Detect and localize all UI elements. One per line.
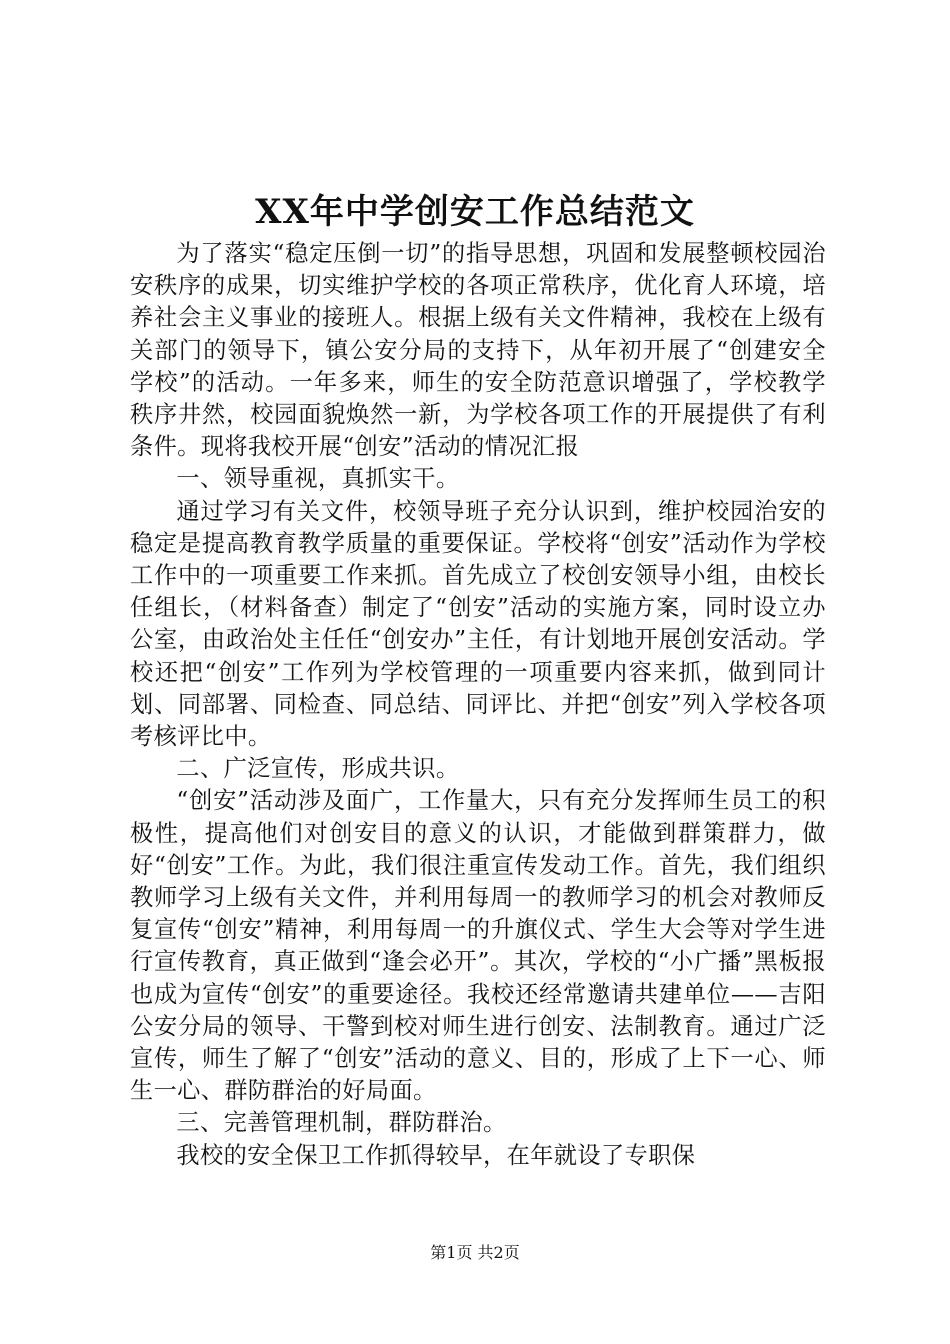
paragraph-section-3: 我校的安全保卫工作抓得较早，在年就设了专职保	[176, 1141, 696, 1169]
document-title: XX年中学创安工作总结范文	[255, 192, 695, 232]
page-footer: 第1页 共2页	[430, 1243, 520, 1262]
paragraph-section-2: “创安”活动涉及面广，工作量大，只有充分发挥师生员工的积极性，提高他们对创安目的意义的认识，才能做到群策群力，做好“创安”工作。为此，我们很注重宣传发动工作。首先，我们组织教师学习上级有关文件，并利用每周一的教师学习的机会对教师反复宣传“创安”精神，利用每周一的升旗仪式、学生大会等对学生进行宣传教育，真正做到“逢会必开”。其次，学校的“小广播”黑板报也成为宣传“创安”的重要途径。我校还经常邀请共建单位——吉阳公安分局的领导、干警到校对师生进行创安、法制教育。通过广泛宣传，师生了解了“创安”活动的意义、目的，形成了上下一心、师生一心、群防群治的好局面。	[130, 787, 826, 1105]
document-body	[130, 238, 826, 1172]
section-heading-1: 一、领导重视，真抓实干。	[176, 465, 460, 493]
section-heading-3: 三、完善管理机制，群防群治。	[176, 1109, 507, 1137]
paragraph-intro: 为了落实“稳定压倒一切”的指导思想，巩固和发展整顿校园治安秩序的成果，切实维护学校的各项正常秩序，优化育人环境，培养社会主义事业的接班人。根据上级有关文件精神，我校在上级有关部门的领导下，镇公安分局的支持下，从年初开展了“创建安全学校”的活动。一年多来，师生的安全防范意识增强了，学校教学秩序井然，校园面貌焕然一新，为学校各项工作的开展提供了有利条件。现将我校开展“创安”活动的情况汇报	[130, 240, 826, 461]
paragraph-section-1: 通过学习有关文件，校领导班子充分认识到，维护校园治安的稳定是提高教育教学质量的重要保证。学校将“创安”活动作为学校工作中的一项重要工作来抓。首先成立了校创安领导小组，由校长任组长，（材料备查）制定了“创安”活动的实施方案，同时设立办公室，由政治处主任任“创安办”主任，有计划地开展创安活动。学校还把“创安”工作列为学校管理的一项重要内容来抓，做到同计划、同部署、同检查、同总结、同评比、并把“创安”列入学校各项考核评比中。	[130, 497, 826, 751]
section-heading-2: 二、广泛宣传，形成共识。	[176, 755, 460, 783]
